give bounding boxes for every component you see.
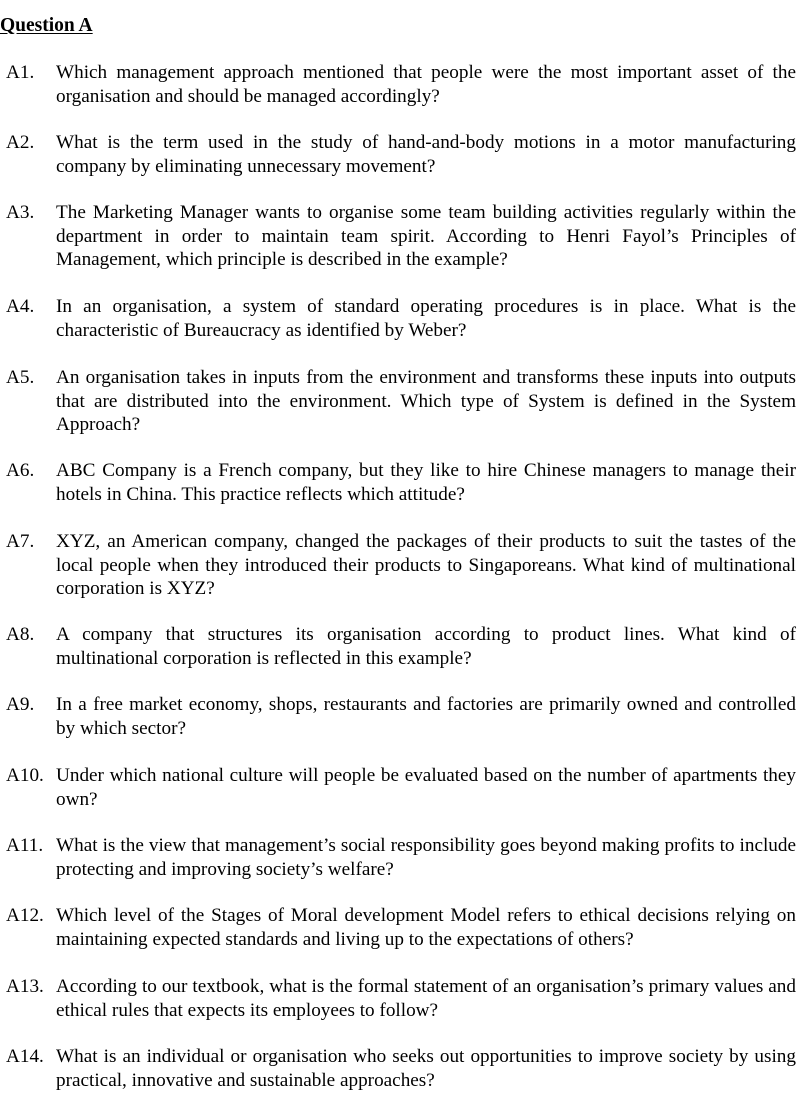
question-number: A3. [6,202,35,223]
question-number: A4. [6,296,35,317]
question-item [0,834,796,881]
question-text: In a free market economy, shops, restaurants and factories are primarily owned and controlled by which sector? [56,694,796,739]
question-number: A10. [6,765,44,786]
question-number: A2. [6,132,35,153]
question-text: A company that structures its organisation according to product lines. What kind of multinational corporation is reflected in this example? [56,624,796,669]
question-item [0,904,796,951]
question-text: Which management approach mentioned that people were the most important asset of the organisation and should be managed accordingly? [56,62,796,107]
question-item [0,459,796,506]
question-item [0,201,796,272]
question-text: ABC Company is a French company, but they like to hire Chinese managers to manage their hotels in China. This practice reflects which attitude? [56,460,796,505]
question-item [0,623,796,670]
question-number: A14. [6,1046,44,1067]
question-item [0,764,796,811]
question-text: Which level of the Stages of Moral development Model refers to ethical decisions relying on maintaining expected standards and living up to the expectations of others? [56,905,796,950]
question-text: What is the view that management’s social responsibility goes beyond making profits to include protecting and improving society’s welfare? [56,835,796,880]
question-number: A11. [6,835,44,856]
question-item [0,975,796,1022]
question-item [0,366,796,437]
question-item [0,295,796,342]
question-text: An organisation takes in inputs from the environment and transforms these inputs into outputs that are distributed into the environment. Which type of System is defined in the System Approach? [56,367,796,435]
question-item [0,530,796,601]
question-item [0,61,796,108]
question-number: A7. [6,531,35,552]
question-number: A5. [6,367,35,388]
question-number: A12. [6,905,44,926]
question-item [0,693,796,740]
question-number: A9. [6,694,35,715]
question-number: A13. [6,976,44,997]
question-item [0,1045,796,1092]
question-number: A6. [6,460,35,481]
question-text: What is the term used in the study of hand-and-body motions in a motor manufacturing company by eliminating unnecessary movement? [56,132,796,177]
question-item [0,131,796,178]
question-text: XYZ, an American company, changed the packages of their products to suit the tastes of the local people when they introduced their products to Singaporeans. What kind of multinational corporation is XYZ? [56,531,796,599]
question-number: A1. [6,62,35,83]
question-text: Under which national culture will people be evaluated based on the number of apartments they own? [56,765,796,810]
question-number: A8. [6,624,35,645]
question-text: The Marketing Manager wants to organise some team building activities regularly within the department in order to maintain team spirit. According to Henri Fayol’s Principles of Management, which principle is described in the example? [56,202,796,270]
question-text: According to our textbook, what is the formal statement of an organisation’s primary values and ethical rules that expects its employees to follow? [56,976,796,1021]
question-text: What is an individual or organisation who seeks out opportunities to improve society by using practical, innovative and sustainable approaches? [56,1046,796,1091]
section-title: Question A [0,15,93,36]
question-text: In an organisation, a system of standard operating procedures is in place. What is the characteristic of Bureaucracy as identified by Weber? [56,296,796,341]
